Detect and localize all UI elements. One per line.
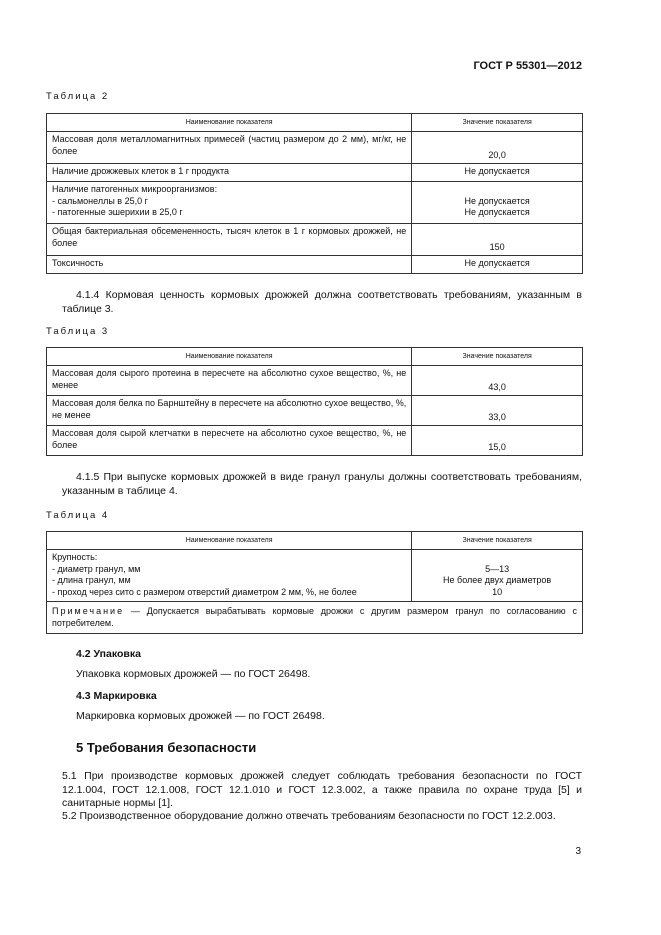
table-cell: [47, 550, 412, 602]
table-cell: Наличие дрожжевых клеток в 1 г продукта: [47, 164, 412, 182]
cell-line: - диаметр гранул, мм: [52, 563, 141, 574]
paragraph-5-1: 5.1 При производстве кормовых дрожжей следует соблюдать требования безопасности по ГОСТ 12.1.004, ГОСТ 12.1.008, ГОСТ 12.1.010 и ГОСТ 12.3.002, а также правила по охране труда [5] и санитарные нормы [1].: [62, 770, 582, 809]
table-cell: 150: [412, 224, 583, 256]
table3: [46, 347, 583, 456]
table-cell: Массовая доля сырой клетчатки в пересчете на абсолютно сухое вещество, %, не более: [47, 426, 412, 456]
table-row: [47, 550, 583, 602]
cell-line: [414, 552, 580, 564]
column-header: Значение показателя: [412, 348, 583, 366]
cell-line: Крупность:: [52, 552, 98, 562]
table-note-row: [47, 602, 583, 634]
section-4-2-title: 4.2 Упаковка: [76, 648, 141, 660]
paragraph-4-1-5: 4.1.5 При выпуске кормовых дрожжей в виде гранул гранулы должны соответствовать требованиям, указанным в таблице 4.: [62, 471, 582, 497]
cell-line: 10: [492, 586, 503, 597]
table-row: [47, 132, 583, 164]
table-cell: 20,0: [412, 132, 583, 164]
table2-caption: Таблица 2: [46, 91, 110, 102]
table-cell: Массовая доля сырого протеина в пересчете на абсолютно сухое вещество, %, не менее: [47, 366, 412, 396]
table-cell: Не допускается: [412, 164, 583, 182]
paragraph-5-2: 5.2 Производственное оборудование должно отвечать требованиям безопасности по ГОСТ 12.2.003.: [62, 810, 556, 822]
table4-caption: Таблица 4: [46, 510, 110, 521]
table-note: [47, 602, 583, 634]
cell-line: - патогенные эшерихии в 25,0 г: [52, 207, 183, 217]
table-cell: [47, 182, 412, 224]
table3-caption: Таблица 3: [46, 326, 110, 337]
note-label: Примечание: [52, 606, 125, 616]
table-row: [47, 182, 583, 224]
table-cell: Общая бактериальная обсемененность, тысяч клеток в 1 г кормовых дрожжей, не более: [47, 224, 412, 256]
column-header: Значение показателя: [412, 532, 583, 550]
table-cell: 33,0: [412, 396, 583, 426]
table-row: [47, 256, 583, 274]
table-cell: Массовая доля металломагнитных примесей (частиц размером до 2 мм), мг/кг, не более: [47, 132, 412, 164]
table-row: [47, 224, 583, 256]
table-cell: [412, 182, 583, 224]
column-header: Значение показателя: [412, 114, 583, 132]
section-4-3-title: 4.3 Маркировка: [76, 690, 157, 702]
table-cell: Токсичность: [47, 256, 412, 274]
table-header-row: [47, 532, 583, 550]
table-header-row: [47, 348, 583, 366]
table4: [46, 531, 583, 634]
cell-line: 5—13: [485, 563, 510, 574]
table-row: [47, 164, 583, 182]
cell-line: - проход через сито с размером отверстий диаметром 2 мм, %, не более: [52, 586, 357, 597]
column-header: Наименование показателя: [47, 114, 412, 132]
table-cell: Массовая доля белка по Барнштейну в пересчете на абсолютно сухое вещество, %, не менее: [47, 396, 412, 426]
table2: [46, 113, 583, 274]
table-row: [47, 426, 583, 456]
page-number: 3: [575, 846, 581, 857]
document-number: ГОСТ Р 55301—2012: [473, 60, 582, 72]
table-row: [47, 396, 583, 426]
column-header: Наименование показателя: [47, 532, 412, 550]
table-row: [47, 366, 583, 396]
table-cell: Не допускается: [412, 256, 583, 274]
cell-line: - длина гранул, мм: [52, 575, 131, 585]
cell-line: Не допускается: [464, 195, 530, 206]
section-4-2-text: Упаковка кормовых дрожжей — по ГОСТ 26498.: [76, 668, 311, 680]
cell-line: Не более двух диаметров: [443, 575, 552, 585]
table-cell: 43,0: [412, 366, 583, 396]
table-cell: [412, 550, 583, 602]
cell-line: Наличие патогенных микроорганизмов:: [52, 184, 218, 194]
table-header-row: [47, 114, 583, 132]
column-header: Наименование показателя: [47, 348, 412, 366]
section-5-title: 5 Требования безопасности: [76, 740, 257, 755]
section-4-3-text: Маркировка кормовых дрожжей — по ГОСТ 26498.: [76, 710, 325, 722]
cell-line: Не допускается: [464, 207, 530, 217]
cell-line: [414, 184, 580, 196]
paragraph-4-1-4: 4.1.4 Кормовая ценность кормовых дрожжей должна соответствовать требованиям, указанным в таблице 3.: [62, 289, 582, 315]
table-cell: 15,0: [412, 426, 583, 456]
note-text: — Допускается вырабатывать кормовые дрожжи с другим размером гранул по согласованию с потребителем.: [52, 606, 577, 628]
cell-line: - сальмонеллы в 25,0 г: [52, 195, 148, 206]
